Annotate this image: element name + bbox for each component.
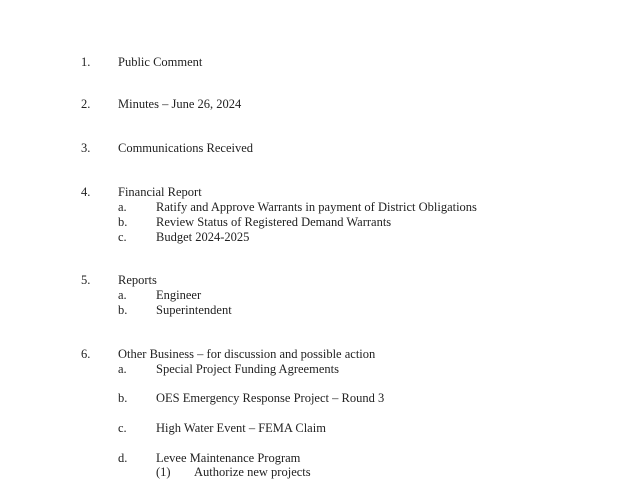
subitem-letter: a. — [118, 362, 127, 376]
subitem-letter: a. — [118, 200, 127, 214]
subitem-text: Engineer — [156, 288, 202, 302]
subitem-letter: b. — [118, 303, 128, 317]
item-title: Communications Received — [118, 141, 254, 155]
item-number: 4. — [81, 185, 91, 199]
subsubitem-text: Authorize new projects — [194, 465, 311, 479]
item-number: 6. — [81, 347, 91, 361]
item-title: Minutes – June 26, 2024 — [118, 97, 242, 111]
subitem-text: Special Project Funding Agreements — [156, 362, 339, 376]
subsubitem-number: (1) — [156, 465, 171, 479]
subitem-letter: c. — [118, 230, 127, 244]
item-title: Other Business – for discussion and possible action — [118, 347, 376, 361]
item-title: Financial Report — [118, 185, 202, 199]
item-number: 1. — [81, 55, 91, 69]
item-number: 3. — [81, 141, 91, 155]
subitem-text: High Water Event – FEMA Claim — [156, 421, 326, 435]
item-title: Reports — [118, 273, 157, 287]
subitem-text: Superintendent — [156, 303, 232, 317]
subitem-text: Review Status of Registered Demand Warrants — [156, 215, 392, 229]
subitem-letter: c. — [118, 421, 127, 435]
subitem-text: Budget 2024-2025 — [156, 230, 250, 244]
item-number: 5. — [81, 273, 91, 287]
item-title: Public Comment — [118, 55, 203, 69]
subitem-text: OES Emergency Response Project – Round 3 — [156, 391, 385, 405]
subitem-text: Ratify and Approve Warrants in payment of District Obligations — [156, 200, 477, 214]
item-number: 2. — [81, 97, 91, 111]
subitem-text: Levee Maintenance Program — [156, 451, 301, 465]
subitem-letter: d. — [118, 451, 128, 465]
subitem-letter: a. — [118, 288, 127, 302]
subitem-letter: b. — [118, 391, 128, 405]
subitem-letter: b. — [118, 215, 128, 229]
